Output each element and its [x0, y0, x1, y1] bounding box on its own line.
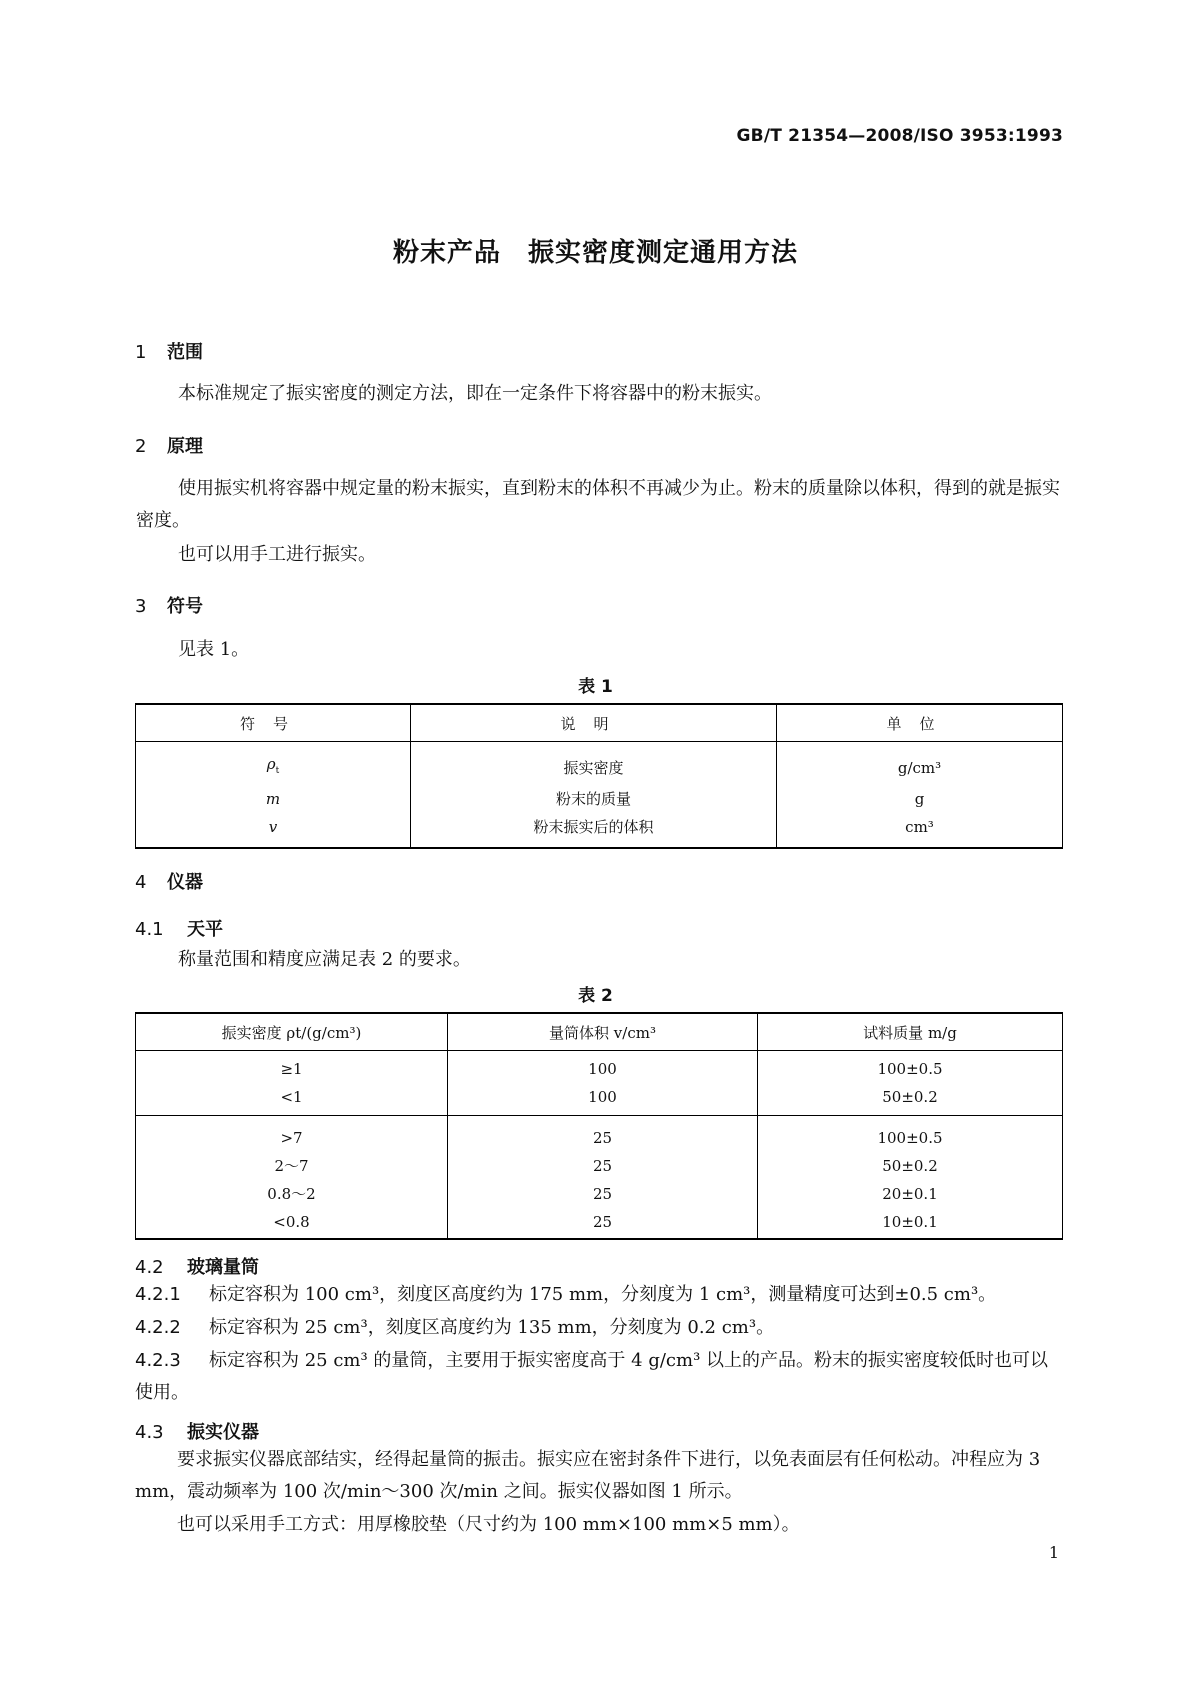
clause-number: 4.2.1 [135, 1284, 181, 1305]
balance-requirement-table [135, 1012, 1063, 1240]
unit-cell: g [777, 785, 1063, 813]
table-row [136, 1083, 1063, 1116]
unit-cell: g/cm³ [777, 742, 1063, 786]
section-number: 4.1 [135, 919, 164, 940]
density-cell: 2～7 [136, 1152, 448, 1180]
page-number: 1 [1048, 1543, 1059, 1562]
section-4-1-heading [135, 915, 223, 941]
volume-cell: 25 [448, 1208, 758, 1239]
clause-number: 4.2.3 [135, 1350, 181, 1371]
section-title: 仪器 [167, 872, 203, 893]
section-title: 符号 [167, 596, 203, 617]
mass-cell: 50±0.2 [758, 1152, 1063, 1180]
mass-cell: 10±0.1 [758, 1208, 1063, 1239]
section-number: 4.2 [135, 1257, 164, 1278]
section-title: 原理 [167, 436, 203, 457]
description-cell: 粉末振实后的体积 [411, 813, 777, 848]
description-cell: 振实密度 [411, 742, 777, 786]
volume-cell: 25 [448, 1180, 758, 1208]
description-cell: 粉末的质量 [411, 785, 777, 813]
header-unit: 单位 [777, 704, 1063, 742]
volume-cell: 100 [448, 1083, 758, 1116]
section-4-2-3 [135, 1345, 1063, 1409]
unit-cell: cm³ [777, 813, 1063, 848]
section-4-3-heading [135, 1418, 259, 1444]
table-2-caption: 表 2 [578, 986, 613, 1006]
header-density: 振实密度 ρt/(g/cm³) [136, 1013, 448, 1051]
mass-cell: 100±0.5 [758, 1051, 1063, 1084]
symbol-cell: v [136, 813, 411, 848]
clause-text: 标定容积为 100 cm³，刻度区高度约为 175 mm，分刻度为 1 cm³，测量精度可达到±0.5 cm³。 [209, 1284, 997, 1305]
table-row [136, 785, 1063, 813]
table-row [136, 1208, 1063, 1239]
section-title: 振实仪器 [187, 1422, 259, 1443]
section-number: 2 [135, 436, 147, 457]
section-4-2-heading [135, 1253, 259, 1279]
table-row [136, 813, 1063, 848]
clause-number: 4.2.2 [135, 1317, 181, 1338]
section-number: 3 [135, 596, 147, 617]
table-row [136, 1180, 1063, 1208]
table-row [136, 1051, 1063, 1084]
section-2-text-1: 使用振实机将容器中规定量的粉末振实，直到粉末的体积不再减少为止。粉末的质量除以体积，得到的就是振实密度。 [136, 478, 1060, 531]
table-header-row [136, 704, 1063, 742]
symbol-table [135, 703, 1063, 849]
volume-cell: 100 [448, 1051, 758, 1084]
section-title: 玻璃量筒 [187, 1257, 259, 1278]
section-4-2-1 [135, 1279, 1063, 1311]
density-cell: 0.8～2 [136, 1180, 448, 1208]
volume-cell: 25 [448, 1116, 758, 1153]
header-volume: 量筒体积 v/cm³ [448, 1013, 758, 1051]
document-title: 粉末产品 振实密度测定通用方法 [392, 238, 798, 268]
header-description: 说明 [411, 704, 777, 742]
section-number: 1 [135, 342, 147, 363]
header-symbol: 符号 [136, 704, 411, 742]
section-2-heading [135, 432, 203, 458]
table-header-row [136, 1013, 1063, 1051]
section-4-3-text-1: 要求振实仪器底部结实，经得起量筒的振击。振实应在密封条件下进行，以免表面层有任何松动。冲程应为 3 mm，震动频率为 100 次/min～300 次/min 之间。振实仪器如图 1 所示。 [135, 1449, 1041, 1502]
section-4-1-text: 称量范围和精度应满足表 2 的要求。 [178, 949, 471, 970]
mass-cell: 100±0.5 [758, 1116, 1063, 1153]
volume-cell: 25 [448, 1152, 758, 1180]
clause-text: 标定容积为 25 cm³ 的量筒，主要用于振实密度高于 4 g/cm³ 以上的产品。粉末的振实密度较低时也可以使用。 [135, 1350, 1048, 1403]
table-row [136, 742, 1063, 786]
density-cell: <0.8 [136, 1208, 448, 1239]
table-row [136, 1116, 1063, 1153]
section-number: 4.3 [135, 1422, 164, 1443]
clause-text: 标定容积为 25 cm³，刻度区高度约为 135 mm，分刻度为 0.2 cm³。 [209, 1317, 775, 1338]
symbol-cell: m [136, 785, 411, 813]
symbol-cell: $\rho_t$ [136, 742, 411, 786]
mass-cell: 20±0.1 [758, 1180, 1063, 1208]
mass-cell: 50±0.2 [758, 1083, 1063, 1116]
section-4-heading [135, 868, 203, 894]
table-row [136, 1152, 1063, 1180]
density-cell: <1 [136, 1083, 448, 1116]
density-cell: >7 [136, 1116, 448, 1153]
section-1-text: 本标准规定了振实密度的测定方法，即在一定条件下将容器中的粉末振实。 [178, 383, 772, 404]
section-title: 天平 [187, 919, 223, 940]
standard-code: GB/T 21354—2008/ISO 3953:1993 [736, 126, 1063, 146]
section-number: 4 [135, 872, 147, 893]
section-4-2-2 [135, 1312, 1063, 1344]
header-mass: 试料质量 m/g [758, 1013, 1063, 1051]
density-cell: ≥1 [136, 1051, 448, 1084]
section-4-3-text-2: 也可以采用手工方式：用厚橡胶垫（尺寸约为 100 mm×100 mm×5 mm）。 [177, 1514, 800, 1535]
section-3-text: 见表 1。 [178, 639, 250, 660]
section-title: 范围 [167, 342, 203, 363]
table-1-caption: 表 1 [578, 677, 613, 697]
section-3-heading [135, 592, 203, 618]
section-2-text-2: 也可以用手工进行振实。 [178, 544, 376, 565]
section-1-heading [135, 338, 203, 364]
